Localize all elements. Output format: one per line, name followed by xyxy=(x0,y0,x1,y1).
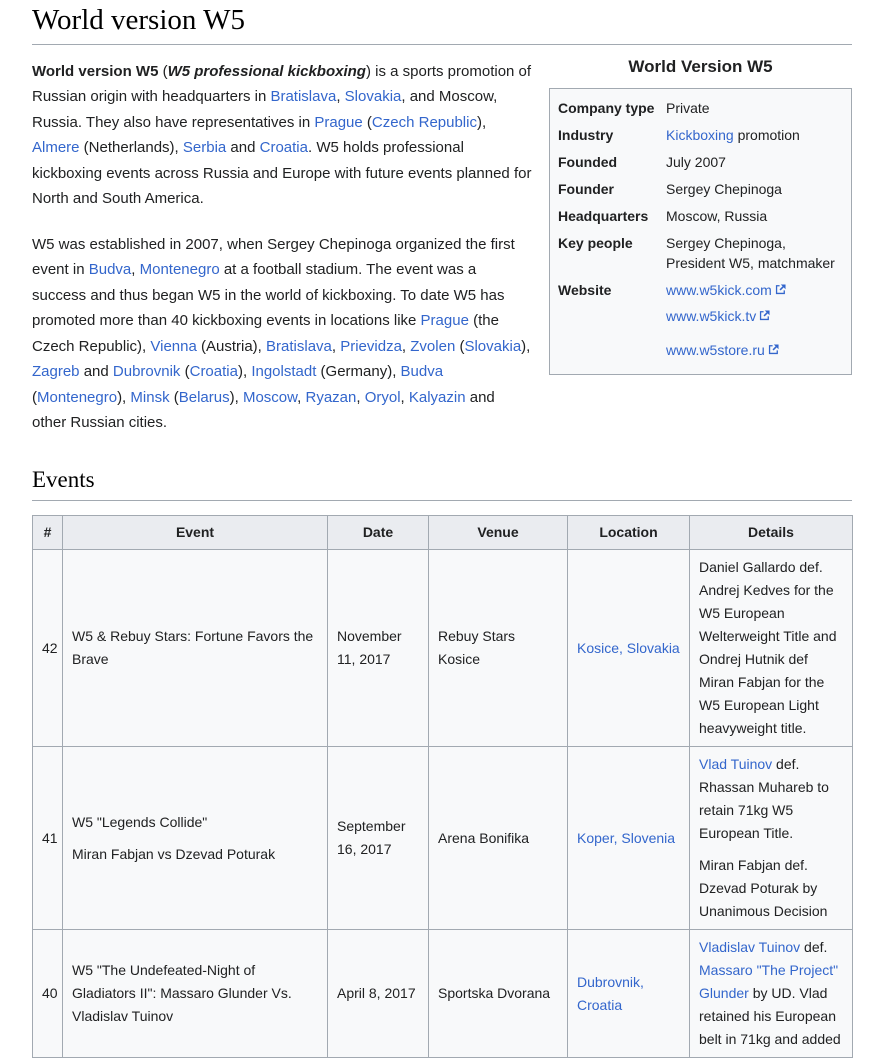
link-bratislava[interactable]: Bratislava xyxy=(266,337,332,355)
link-budva[interactable]: Budva xyxy=(400,363,444,381)
page-title: World version W5 xyxy=(32,5,852,45)
text-run: Sergey Chepinoga xyxy=(666,180,782,197)
link-oryol[interactable]: Oryol xyxy=(364,388,401,406)
link-kosice-slovakia[interactable]: Kosice, Slovakia xyxy=(577,639,680,656)
text-run: W5 & Rebuy Stars: Fortune Favors the Brave xyxy=(72,628,314,668)
infobox-value-founded xyxy=(660,148,845,175)
text-run: (Germany), xyxy=(316,363,401,381)
text-run: ( xyxy=(158,62,168,80)
column-header-details: Details xyxy=(690,516,853,550)
text-run: . W5 holds professional kickboxing events across Russia and Europe with future events planned for North and South America. xyxy=(32,139,532,208)
text-run: , xyxy=(400,388,409,406)
event-details xyxy=(690,747,853,930)
infobox-row-headquarters xyxy=(556,202,845,229)
text-run: Sergey Chepinoga, President W5, matchmaker xyxy=(666,234,835,271)
link-ryazan[interactable]: Ryazan xyxy=(305,388,357,406)
link-ingolstadt[interactable]: Ingolstadt xyxy=(251,363,317,381)
event-venue: Sportska Dvorana xyxy=(429,930,568,1058)
text-run: Private xyxy=(666,99,710,116)
external-link-icon xyxy=(759,308,770,324)
text-run: and xyxy=(226,139,260,157)
text-run: , xyxy=(401,337,411,355)
event-row-41 xyxy=(33,747,853,930)
link-zagreb[interactable]: Zagreb xyxy=(32,363,80,381)
text-run: W5 was established in 2007, when Sergey Chepinoga organized the first event in xyxy=(32,235,515,279)
emphasized-text: W5 professional kickboxing xyxy=(167,62,366,80)
text-run: ), xyxy=(476,113,487,131)
link-slovakia[interactable]: Slovakia xyxy=(464,337,522,355)
event-details-paragraph xyxy=(699,556,843,740)
infobox-label-industry: Industry xyxy=(558,126,614,143)
text-run: ( xyxy=(32,388,37,406)
event-venue: Rebuy Stars Kosice xyxy=(429,550,568,747)
infobox-table xyxy=(549,88,852,375)
link-bratislava[interactable]: Bratislava xyxy=(270,88,337,106)
column-header-location: Location xyxy=(568,516,690,550)
event-details-paragraph xyxy=(699,854,843,923)
link-zvolen[interactable]: Zvolen xyxy=(410,337,456,355)
text-run: and other Russian cities. xyxy=(32,388,495,432)
event-name-line xyxy=(72,959,318,1028)
infobox-row-industry xyxy=(556,121,845,148)
link-koper-slovenia[interactable]: Koper, Slovenia xyxy=(577,829,676,846)
link-slovakia[interactable]: Slovakia xyxy=(344,88,402,106)
event-name-cell xyxy=(63,930,328,1058)
article-paragraph-1 xyxy=(32,59,537,212)
event-name-cell xyxy=(63,747,328,930)
text-run: , xyxy=(356,388,365,406)
article-paragraph-2 xyxy=(32,232,537,436)
website-link-www-w5kick-tv[interactable] xyxy=(666,306,845,326)
event-details-paragraph xyxy=(699,753,843,845)
event-number: 42 xyxy=(33,550,63,747)
link-montenegro[interactable]: Montenegro xyxy=(139,261,220,279)
infobox-value-company-type xyxy=(660,94,845,121)
event-name-line xyxy=(72,843,318,866)
events-table-header-row xyxy=(33,516,853,550)
text-run: , xyxy=(331,337,341,355)
text-run: July 2007 xyxy=(666,153,726,170)
text-run: promotion xyxy=(733,126,800,143)
column-header-number: # xyxy=(33,516,63,550)
column-header-event: Event xyxy=(63,516,328,550)
link-vlad-tuinov[interactable]: Vlad Tuinov xyxy=(699,756,773,773)
link-vladislav-tuinov[interactable]: Vladislav Tuinov xyxy=(699,939,801,956)
infobox-label-website: Website xyxy=(558,281,612,298)
infobox-row-founder xyxy=(556,175,845,202)
link-croatia[interactable]: Croatia xyxy=(259,139,308,157)
event-name-cell xyxy=(63,550,328,747)
infobox-label-key-people: Key people xyxy=(558,234,633,251)
infobox-value-industry xyxy=(660,121,845,148)
event-row-42 xyxy=(33,550,853,747)
infobox-value-website xyxy=(660,276,845,369)
text-run: ), xyxy=(237,363,252,381)
event-date: April 8, 2017 xyxy=(328,930,429,1058)
text-run: Miran Fabjan def. Dzevad Poturak by Unanimous Decision xyxy=(699,857,828,920)
infobox-label-company-type: Company type xyxy=(558,99,655,116)
infobox-label-headquarters: Headquarters xyxy=(558,207,649,224)
link-croatia[interactable]: Croatia xyxy=(189,363,238,381)
event-row-40 xyxy=(33,930,853,1058)
infobox-label-founder: Founder xyxy=(558,180,614,197)
text-run: def. xyxy=(800,939,828,956)
text-run: ), xyxy=(229,388,243,406)
link-budva[interactable]: Budva xyxy=(88,261,132,279)
link-prague[interactable]: Prague xyxy=(314,113,363,131)
text-run: ( xyxy=(455,337,465,355)
text-run: ) is a sports promotion of Russian origin with headquarters in xyxy=(32,62,532,106)
text-run: Moscow, Russia xyxy=(666,207,768,224)
event-location xyxy=(568,747,690,930)
link-vienna[interactable]: Vienna xyxy=(150,337,197,355)
infobox-label-founded: Founded xyxy=(558,153,618,170)
event-details-paragraph xyxy=(699,936,843,1051)
external-link-icon xyxy=(775,282,786,298)
text-run: W5 "The Undefeated-Night of Gladiators II": Massaro Glunder Vs. Vladislav Tuinov xyxy=(72,962,292,1025)
event-date: September 16, 2017 xyxy=(328,747,429,930)
text-run: , xyxy=(297,388,306,406)
infobox-row-company-type xyxy=(556,94,845,121)
text-run: Daniel Gallardo def. Andrej Kedves for the W5 European Welterweight Title and Ondrej Hutnik def Miran Fabjan for the W5 European Light heavyweight title. xyxy=(699,559,837,737)
link-massaro-the-project-glunder[interactable]: Massaro "The Project" Glunder xyxy=(699,962,839,1002)
link-czech-republic[interactable]: Czech Republic xyxy=(371,113,477,131)
text-run: (the Czech Republic), xyxy=(32,312,499,355)
link-montenegro[interactable]: Montenegro xyxy=(37,388,118,406)
event-number: 40 xyxy=(33,930,63,1058)
text-run: ( xyxy=(169,388,179,406)
external-link-icon xyxy=(768,342,779,358)
link-almere[interactable]: Almere xyxy=(32,139,80,157)
column-header-venue: Venue xyxy=(429,516,568,550)
infobox-value-founder xyxy=(660,175,845,202)
infobox-row-website xyxy=(556,276,845,369)
link-belarus[interactable]: Belarus xyxy=(178,388,230,406)
text-run: , xyxy=(336,88,345,106)
event-number: 41 xyxy=(33,747,63,930)
text-run: by UD. Vlad retained his European belt in 71kg and added xyxy=(699,985,841,1048)
event-location xyxy=(568,930,690,1058)
text-run: (Netherlands), xyxy=(79,139,183,157)
link-minsk[interactable]: Minsk xyxy=(130,388,170,406)
infobox-value-headquarters xyxy=(660,202,845,229)
text-run: Miran Fabjan vs Dzevad Poturak xyxy=(72,845,276,862)
text-run: , xyxy=(131,261,140,279)
events-heading: Events xyxy=(32,466,852,502)
link-kalyazin[interactable]: Kalyazin xyxy=(408,388,466,406)
text-run: ( xyxy=(180,363,190,381)
text-run: ( xyxy=(362,113,372,131)
text-run: ), xyxy=(117,388,131,406)
event-name-line xyxy=(72,811,318,834)
text-run: W5 "Legends Collide" xyxy=(72,813,208,830)
link-dubrovnik[interactable]: Dubrovnik xyxy=(112,363,181,381)
event-details xyxy=(690,930,853,1058)
link-dubrovnik-croatia[interactable]: Dubrovnik, Croatia xyxy=(577,973,644,1013)
website-url: www.w5kick.com xyxy=(666,281,772,298)
link-moscow[interactable]: Moscow xyxy=(242,388,298,406)
event-location xyxy=(568,550,690,747)
column-header-date: Date xyxy=(328,516,429,550)
website-url: www.w5kick.tv xyxy=(666,307,757,324)
emphasized-text: World version W5 xyxy=(32,62,159,80)
infobox-row-founded xyxy=(556,148,845,175)
text-run: , and Moscow, Russia. They also have representatives in xyxy=(32,88,498,131)
event-date: November 11, 2017 xyxy=(328,550,429,747)
text-run: and xyxy=(79,363,113,381)
link-serbia[interactable]: Serbia xyxy=(182,139,227,157)
infobox-title: World Version W5 xyxy=(628,56,773,76)
event-name-line xyxy=(72,625,318,671)
event-details xyxy=(690,550,853,747)
website-link-www-w5kick-com[interactable] xyxy=(666,280,845,300)
infobox-value-key-people xyxy=(660,229,845,276)
infobox xyxy=(549,52,852,375)
infobox-row-key-people xyxy=(556,229,845,276)
event-venue: Arena Bonifika xyxy=(429,747,568,930)
events-table xyxy=(32,515,853,1058)
link-prievidza[interactable]: Prievidza xyxy=(340,337,402,355)
text-run: ), xyxy=(521,337,531,355)
website-link-www-w5store-ru[interactable] xyxy=(666,340,845,360)
text-run: def. Rhassan Muhareb to retain 71kg W5 European Title. xyxy=(699,756,829,842)
link-prague[interactable]: Prague xyxy=(420,312,469,330)
text-run: at a football stadium. The event was a success and thus began W5 in the world of kickboxing. To date W5 has promoted more than 40 kickboxing events in locations like xyxy=(32,261,505,330)
text-run: (Austria), xyxy=(196,337,267,355)
website-url: www.w5store.ru xyxy=(666,341,765,358)
link-kickboxing[interactable]: Kickboxing xyxy=(666,126,734,143)
